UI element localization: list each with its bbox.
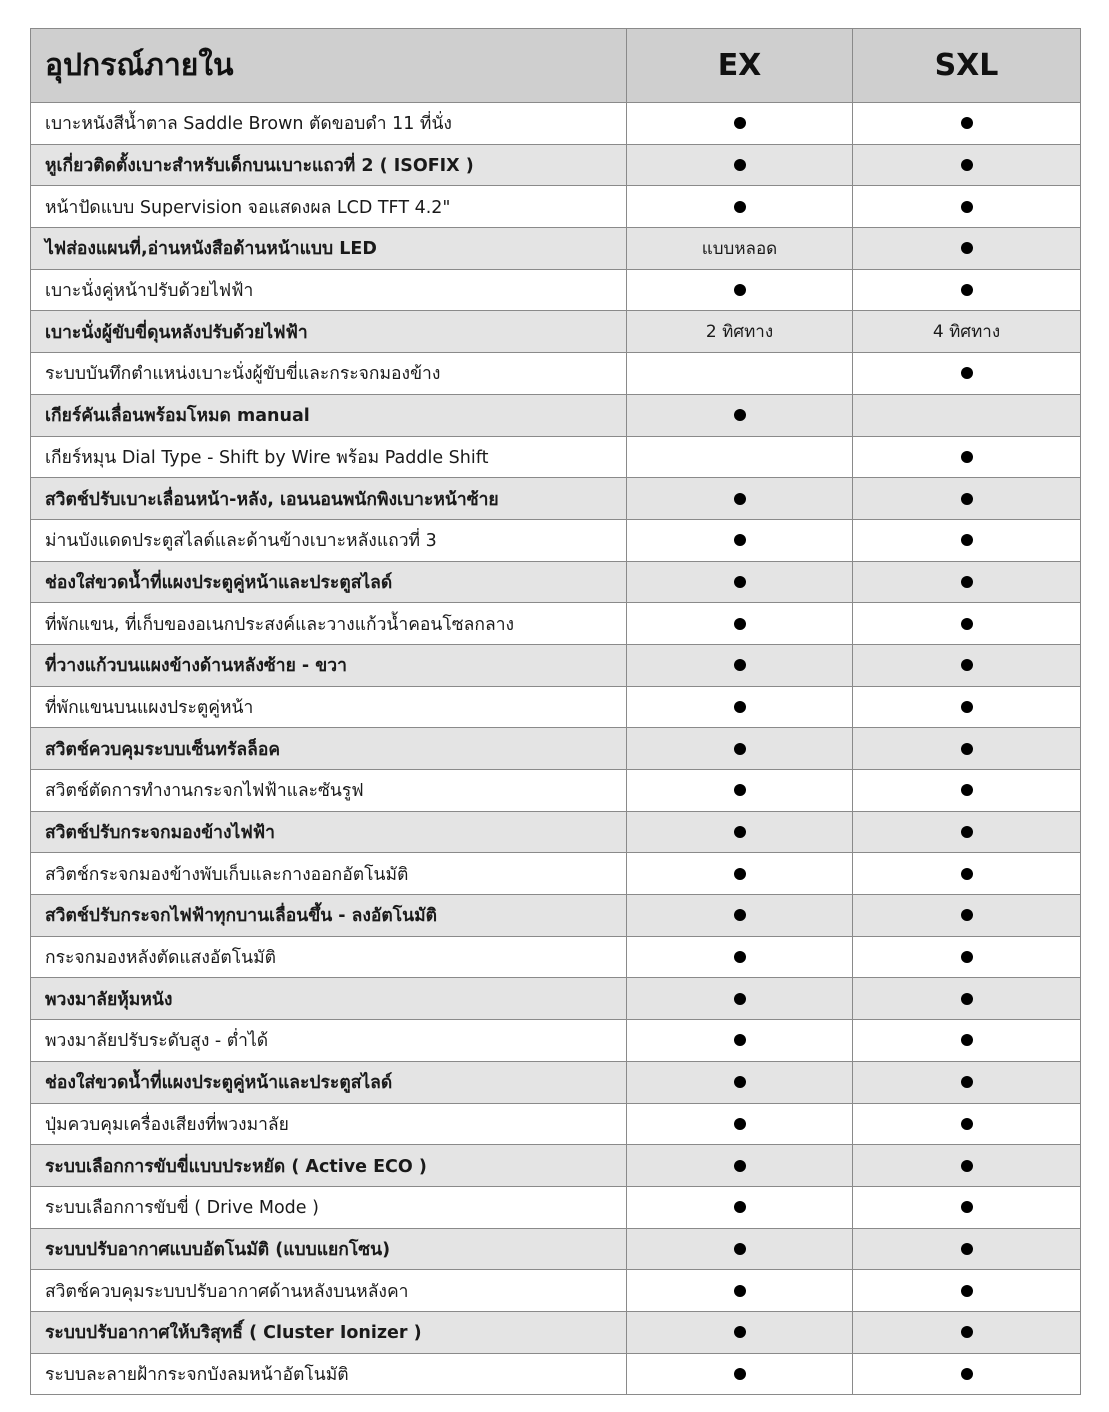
sxl-cell: [853, 394, 1081, 436]
sxl-cell: [853, 561, 1081, 603]
bullet-icon: [961, 743, 973, 755]
bullet-icon: [734, 576, 746, 588]
table-row: [31, 686, 1081, 728]
feature-cell: หูเกี่ยวติดตั้งเบาะสำหรับเด็กบนเบาะแถวที่ 2 ( ISOFIX ): [31, 144, 627, 186]
header-row: [31, 29, 1081, 103]
sxl-cell: [853, 978, 1081, 1020]
table-row: [31, 103, 1081, 145]
ex-cell: [627, 478, 853, 520]
bullet-icon: [734, 409, 746, 421]
ex-cell: [627, 1145, 853, 1187]
sxl-cell: [853, 811, 1081, 853]
feature-cell: พวงมาลัยหุ้มหนัง: [31, 978, 627, 1020]
sxl-cell: [853, 436, 1081, 478]
ex-cell: [627, 644, 853, 686]
ex-cell: [627, 436, 853, 478]
bullet-icon: [961, 576, 973, 588]
sxl-cell: [853, 1353, 1081, 1395]
ex-cell: [627, 519, 853, 561]
table-row: [31, 603, 1081, 645]
bullet-icon: [961, 367, 973, 379]
table-row: [31, 1228, 1081, 1270]
feature-cell: หน้าปัดแบบ Supervision จอแสดงผล LCD TFT 4.2": [31, 186, 627, 228]
ex-cell: [627, 1270, 853, 1312]
bullet-icon: [961, 826, 973, 838]
feature-cell: ระบบปรับอากาศให้บริสุทธิ์ ( Cluster Ionizer ): [31, 1311, 627, 1353]
feature-cell: ที่พักแขนบนแผงประตูคู่หน้า: [31, 686, 627, 728]
table-row: [31, 1103, 1081, 1145]
bullet-icon: [961, 1201, 973, 1213]
ex-cell: [627, 1103, 853, 1145]
feature-cell: สวิตช์ตัดการทำงานกระจกไฟฟ้าและซันรูฟ: [31, 770, 627, 812]
feature-cell: กระจกมองหลังตัดแสงอัตโนมัติ: [31, 936, 627, 978]
feature-cell: สวิตช์ปรับกระจกมองข้างไฟฟ้า: [31, 811, 627, 853]
bullet-icon: [961, 1076, 973, 1088]
feature-cell: สวิตช์ปรับเบาะเลื่อนหน้า-หลัง, เอนนอนพนักพิงเบาะหน้าซ้าย: [31, 478, 627, 520]
header-feature: อุปกรณ์ภายใน: [31, 29, 627, 103]
feature-cell: พวงมาลัยปรับระดับสูง - ต่ำได้: [31, 1020, 627, 1062]
bullet-icon: [734, 159, 746, 171]
bullet-icon: [734, 784, 746, 796]
sxl-cell: [853, 895, 1081, 937]
sxl-cell: [853, 103, 1081, 145]
ex-cell: [627, 1311, 853, 1353]
bullet-icon: [734, 534, 746, 546]
feature-cell: ระบบละลายฝ้ากระจกบังลมหน้าอัตโนมัติ: [31, 1353, 627, 1395]
ex-cell: [627, 311, 853, 353]
sxl-cell: [853, 1103, 1081, 1145]
feature-cell: ปุ่มควบคุมเครื่องเสียงที่พวงมาลัย: [31, 1103, 627, 1145]
table-row: [31, 269, 1081, 311]
table-row: [31, 186, 1081, 228]
bullet-icon: [734, 951, 746, 963]
ex-cell: [627, 603, 853, 645]
feature-cell: ช่องใส่ขวดน้ำที่แผงประตูคู่หน้าและประตูสไลด์: [31, 1061, 627, 1103]
bullet-icon: [734, 201, 746, 213]
bullet-icon: [961, 993, 973, 1005]
sxl-value: 4 ทิศทาง: [932, 322, 1001, 343]
sxl-cell: [853, 1228, 1081, 1270]
table-row: [31, 228, 1081, 270]
bullet-icon: [961, 909, 973, 921]
bullet-icon: [961, 784, 973, 796]
ex-cell: [627, 1186, 853, 1228]
header-ex: EX: [627, 29, 853, 103]
bullet-icon: [961, 493, 973, 505]
feature-cell: เบาะนั่งผู้ขับขี่ดุนหลังปรับด้วยไฟฟ้า: [31, 311, 627, 353]
bullet-icon: [961, 1243, 973, 1255]
table-row: [31, 895, 1081, 937]
ex-value: แบบหลอด: [701, 238, 778, 259]
feature-cell: ม่านบังแดดประตูสไลด์และด้านข้างเบาะหลังแถวที่ 3: [31, 519, 627, 561]
bullet-icon: [734, 743, 746, 755]
bullet-icon: [734, 868, 746, 880]
table-row: [31, 311, 1081, 353]
bullet-icon: [734, 284, 746, 296]
bullet-icon: [961, 868, 973, 880]
sxl-cell: [853, 1145, 1081, 1187]
table-row: [31, 1311, 1081, 1353]
bullet-icon: [734, 1368, 746, 1380]
bullet-icon: [734, 993, 746, 1005]
bullet-icon: [734, 1285, 746, 1297]
feature-cell: ไฟส่องแผนที่,อ่านหนังสือด้านหน้าแบบ LED: [31, 228, 627, 270]
feature-cell: สวิตช์ปรับกระจกไฟฟ้าทุกบานเลื่อนขึ้น - ลงอัตโนมัติ: [31, 895, 627, 937]
feature-cell: ที่พักแขน, ที่เก็บของอเนกประสงค์และวางแก้วน้ำคอนโซลกลาง: [31, 603, 627, 645]
header-sxl: SXL: [853, 29, 1081, 103]
ex-cell: [627, 186, 853, 228]
sxl-cell: [853, 603, 1081, 645]
feature-cell: ที่วางแก้วบนแผงข้างด้านหลังซ้าย - ขวา: [31, 644, 627, 686]
ex-cell: [627, 1061, 853, 1103]
ex-cell: [627, 353, 853, 395]
table-row: [31, 978, 1081, 1020]
feature-cell: เกียร์คันเลื่อนพร้อมโหมด manual: [31, 394, 627, 436]
table-row: [31, 144, 1081, 186]
table-row: [31, 1270, 1081, 1312]
feature-cell: สวิตช์กระจกมองข้างพับเก็บและกางออกอัตโนมัติ: [31, 853, 627, 895]
bullet-icon: [734, 1160, 746, 1172]
feature-cell: เกียร์หมุน Dial Type - Shift by Wire พร้อม Paddle Shift: [31, 436, 627, 478]
sxl-cell: [853, 519, 1081, 561]
bullet-icon: [961, 951, 973, 963]
feature-cell: เบาะหนังสีน้ำตาล Saddle Brown ตัดขอบดำ 11 ที่นั่ง: [31, 103, 627, 145]
sxl-cell: [853, 1311, 1081, 1353]
sxl-cell: [853, 311, 1081, 353]
bullet-icon: [734, 826, 746, 838]
table-row: [31, 1186, 1081, 1228]
sxl-cell: [853, 228, 1081, 270]
ex-cell: [627, 561, 853, 603]
bullet-icon: [961, 534, 973, 546]
sxl-cell: [853, 728, 1081, 770]
table-row: [31, 770, 1081, 812]
table-row: [31, 644, 1081, 686]
sxl-cell: [853, 770, 1081, 812]
sxl-cell: [853, 269, 1081, 311]
sxl-cell: [853, 644, 1081, 686]
table-row: [31, 936, 1081, 978]
table-row: [31, 519, 1081, 561]
ex-cell: [627, 1020, 853, 1062]
table-row: [31, 1145, 1081, 1187]
sxl-cell: [853, 1186, 1081, 1228]
feature-cell: สวิตช์ควบคุมระบบปรับอากาศด้านหลังบนหลังคา: [31, 1270, 627, 1312]
feature-cell: ช่องใส่ขวดน้ำที่แผงประตูคู่หน้าและประตูสไลด์: [31, 561, 627, 603]
table-row: [31, 1353, 1081, 1395]
table-row: [31, 561, 1081, 603]
bullet-icon: [961, 159, 973, 171]
bullet-icon: [961, 1285, 973, 1297]
feature-cell: สวิตช์ควบคุมระบบเซ็นทรัลล็อค: [31, 728, 627, 770]
table-row: [31, 811, 1081, 853]
bullet-icon: [961, 284, 973, 296]
bullet-icon: [734, 1118, 746, 1130]
ex-cell: [627, 728, 853, 770]
bullet-icon: [961, 618, 973, 630]
sxl-cell: [853, 686, 1081, 728]
ex-cell: [627, 936, 853, 978]
sxl-cell: [853, 936, 1081, 978]
sxl-cell: [853, 1020, 1081, 1062]
table-row: [31, 436, 1081, 478]
bullet-icon: [961, 1034, 973, 1046]
ex-cell: [627, 978, 853, 1020]
table-row: [31, 853, 1081, 895]
table-row: [31, 1061, 1081, 1103]
table-row: [31, 353, 1081, 395]
bullet-icon: [961, 1326, 973, 1338]
feature-cell: เบาะนั่งคู่หน้าปรับด้วยไฟฟ้า: [31, 269, 627, 311]
ex-cell: [627, 394, 853, 436]
ex-cell: [627, 686, 853, 728]
feature-cell: ระบบเลือกการขับขี่แบบประหยัด ( Active ECO ): [31, 1145, 627, 1187]
ex-cell: [627, 1228, 853, 1270]
sxl-cell: [853, 853, 1081, 895]
table-row: [31, 1020, 1081, 1062]
ex-cell: [627, 144, 853, 186]
table-row: [31, 478, 1081, 520]
ex-cell: [627, 895, 853, 937]
bullet-icon: [734, 1326, 746, 1338]
bullet-icon: [734, 1243, 746, 1255]
sxl-cell: [853, 186, 1081, 228]
bullet-icon: [961, 201, 973, 213]
feature-cell: ระบบบันทึกตำแหน่งเบาะนั่งผู้ขับขี่และกระจกมองข้าง: [31, 353, 627, 395]
spec-table: [30, 28, 1081, 1395]
bullet-icon: [961, 117, 973, 129]
ex-cell: [627, 770, 853, 812]
sxl-cell: [853, 1270, 1081, 1312]
ex-cell: [627, 811, 853, 853]
bullet-icon: [734, 1201, 746, 1213]
bullet-icon: [961, 659, 973, 671]
table-row: [31, 394, 1081, 436]
ex-cell: [627, 269, 853, 311]
bullet-icon: [961, 451, 973, 463]
ex-cell: [627, 103, 853, 145]
sxl-cell: [853, 478, 1081, 520]
bullet-icon: [734, 909, 746, 921]
bullet-icon: [961, 1368, 973, 1380]
feature-cell: ระบบเลือกการขับขี่ ( Drive Mode ): [31, 1186, 627, 1228]
bullet-icon: [734, 1076, 746, 1088]
bullet-icon: [961, 1118, 973, 1130]
bullet-icon: [734, 659, 746, 671]
bullet-icon: [734, 117, 746, 129]
bullet-icon: [961, 242, 973, 254]
feature-cell: ระบบปรับอากาศแบบอัตโนมัติ (แบบแยกโซน): [31, 1228, 627, 1270]
ex-value: 2 ทิศทาง: [705, 322, 774, 343]
sxl-cell: [853, 1061, 1081, 1103]
bullet-icon: [961, 1160, 973, 1172]
table-row: [31, 728, 1081, 770]
bullet-icon: [734, 618, 746, 630]
ex-cell: [627, 228, 853, 270]
ex-cell: [627, 853, 853, 895]
sxl-cell: [853, 144, 1081, 186]
bullet-icon: [734, 493, 746, 505]
bullet-icon: [734, 701, 746, 713]
bullet-icon: [734, 1034, 746, 1046]
sxl-cell: [853, 353, 1081, 395]
ex-cell: [627, 1353, 853, 1395]
bullet-icon: [961, 701, 973, 713]
